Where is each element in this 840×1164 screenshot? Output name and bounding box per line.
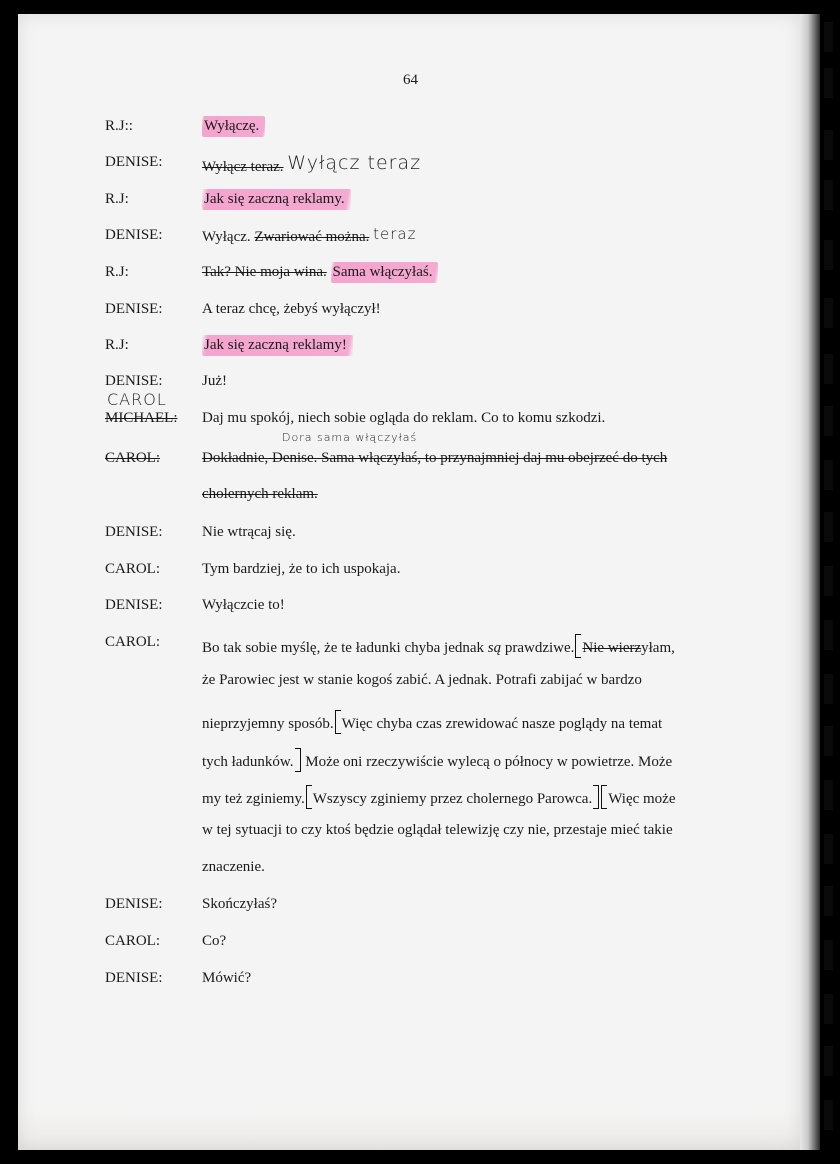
dialogue-line (0, 191, 840, 217)
dialogue-line (0, 634, 840, 660)
edit-bracket (335, 710, 341, 734)
dialogue-line (0, 933, 840, 959)
dialogue-line (0, 597, 840, 623)
speaker-label: DENISE: (105, 896, 163, 912)
binding-hole (824, 674, 833, 704)
dialogue-line (0, 431, 840, 476)
line-text: Skończyłaś? (202, 896, 277, 912)
line-text: yłam, (641, 640, 675, 656)
page-number: 64 (403, 72, 418, 88)
edit-bracket (295, 748, 301, 772)
dialogue-line (0, 154, 840, 180)
line-text: Już! (202, 373, 227, 389)
handwritten-note: Wyłącz teraz (287, 152, 422, 174)
binding-hole (824, 834, 833, 864)
line-text: Nie wtrącaj się. (202, 524, 296, 540)
speaker-label: CAROL: (105, 933, 161, 949)
dialogue-line (0, 118, 840, 144)
struck-text: cholernych reklam. (202, 486, 318, 502)
handwritten-note: Dora sama włączyłaś (282, 431, 418, 444)
edit-bracket (306, 785, 312, 809)
dialogue-line (0, 859, 840, 885)
line-text: Więc chyba czas zrewidować nasze poglądy na temat (341, 716, 663, 732)
binding-hole (824, 1100, 833, 1130)
binding-hole (824, 994, 833, 1024)
binding-hole (824, 298, 833, 328)
dialogue-line (0, 748, 840, 774)
speaker-label: DENISE: (105, 373, 163, 389)
binding-hole (824, 620, 833, 650)
binding-hole (824, 240, 833, 270)
speaker-label: CAROL: (105, 561, 161, 577)
edit-bracket (601, 785, 607, 809)
dialogue-line (0, 390, 840, 436)
struck-text: Nie wierz (582, 640, 642, 656)
speaker-label: R.J: (105, 191, 129, 207)
binding-holes (818, 0, 840, 1164)
binding-hole (824, 940, 833, 970)
speaker-label: DENISE: (105, 301, 163, 317)
emphasis-text: są (487, 640, 502, 656)
speaker-label: R.J: (105, 264, 129, 280)
struck-text: Dokładnie, Denise. Sama włączyłaś, to przynajmniej daj mu obejrzeć do tych (202, 450, 668, 466)
handwritten-note: teraz (373, 225, 417, 243)
edit-bracket (575, 634, 581, 658)
dialogue-line (0, 301, 840, 327)
line-text: że Parowiec jest w stanie kogoś zabić. A jednak. Potrafi zabijać w bardzo (202, 672, 642, 688)
binding-hole (824, 566, 833, 596)
dialogue-line (0, 337, 840, 363)
line-text: my też zginiemy. (202, 791, 305, 807)
binding-hole (824, 406, 833, 436)
binding-hole (824, 512, 833, 542)
speaker-label: R.J: (105, 337, 129, 353)
struck-text: Tak? Nie moja wina. (202, 264, 327, 280)
struck-speaker-label: MICHAEL: (105, 410, 178, 426)
struck-text: Zwariować można. (254, 229, 370, 245)
struck-speaker-label: CAROL: (105, 450, 161, 466)
line-text: Może oni rzeczywiście wylecą o północy w powietrze. Może (305, 754, 673, 770)
line-text: Więc może (608, 791, 676, 807)
dialogue-line (0, 822, 840, 848)
binding-hole (824, 886, 833, 916)
binding-hole (824, 726, 833, 756)
dialogue-line (0, 672, 840, 698)
dialogue-line (0, 970, 840, 996)
line-text: A teraz chcę, żebyś wyłączył! (202, 301, 381, 317)
edit-bracket (593, 785, 599, 809)
handwritten-speaker: CAROL (107, 390, 167, 409)
highlighted-text: Jak się zaczną reklamy. (202, 189, 351, 210)
line-text: nieprzyjemny sposób. (202, 716, 334, 732)
highlighted-text: Sama włączyłaś. (331, 262, 439, 283)
binding-hole (824, 68, 833, 98)
dialogue-line (0, 710, 840, 736)
line-text: Wyłączcie to! (202, 597, 285, 613)
speaker-label: CAROL: (105, 634, 161, 650)
speaker-label: DENISE: (105, 524, 163, 540)
speaker-label: DENISE: (105, 597, 163, 613)
dialogue-line (0, 524, 840, 550)
binding-hole (824, 22, 833, 52)
line-text: Tym bardziej, że to ich uspokaja. (202, 561, 401, 577)
binding-hole (824, 460, 833, 490)
dialogue-line (0, 785, 840, 811)
line-text: Daj mu spokój, niech sobie ogląda do reklam. Co to komu szkodzi. (202, 410, 606, 426)
binding-hole (824, 780, 833, 810)
binding-hole (824, 130, 833, 160)
dialogue-line (0, 264, 840, 290)
speaker-label: DENISE: (105, 154, 163, 170)
line-text: w tej sytuacji to czy ktoś będzie oglądał telewizję czy nie, przestaje mieć takie (202, 822, 673, 838)
highlighted-text: Wyłączę. (202, 116, 265, 137)
line-text: Wyłącz. (202, 229, 251, 245)
line-text: Bo tak sobie myślę, że te ładunki chyba jednak (202, 640, 488, 656)
line-text: Wszyscy zginiemy przez cholernego Parowca. (312, 791, 593, 807)
speaker-label: DENISE: (105, 227, 163, 243)
binding-hole (824, 1046, 833, 1076)
line-text: Mówić? (202, 970, 252, 986)
dialogue-line (0, 486, 840, 512)
dialogue-line (0, 561, 840, 587)
highlighted-text: Jak się zaczną reklamy! (202, 335, 353, 356)
line-text: znaczenie. (202, 859, 265, 875)
speaker-label: R.J:: (105, 118, 133, 134)
binding-hole (824, 180, 833, 210)
dialogue-line (0, 227, 840, 253)
line-text: Co? (202, 933, 227, 949)
speaker-label: DENISE: (105, 970, 163, 986)
line-text: tych ładunków. (202, 754, 294, 770)
line-text: prawdziwe. (501, 640, 575, 656)
binding-hole (824, 354, 833, 384)
dialogue-line (0, 896, 840, 922)
struck-text: Wyłącz teraz. (202, 159, 284, 175)
